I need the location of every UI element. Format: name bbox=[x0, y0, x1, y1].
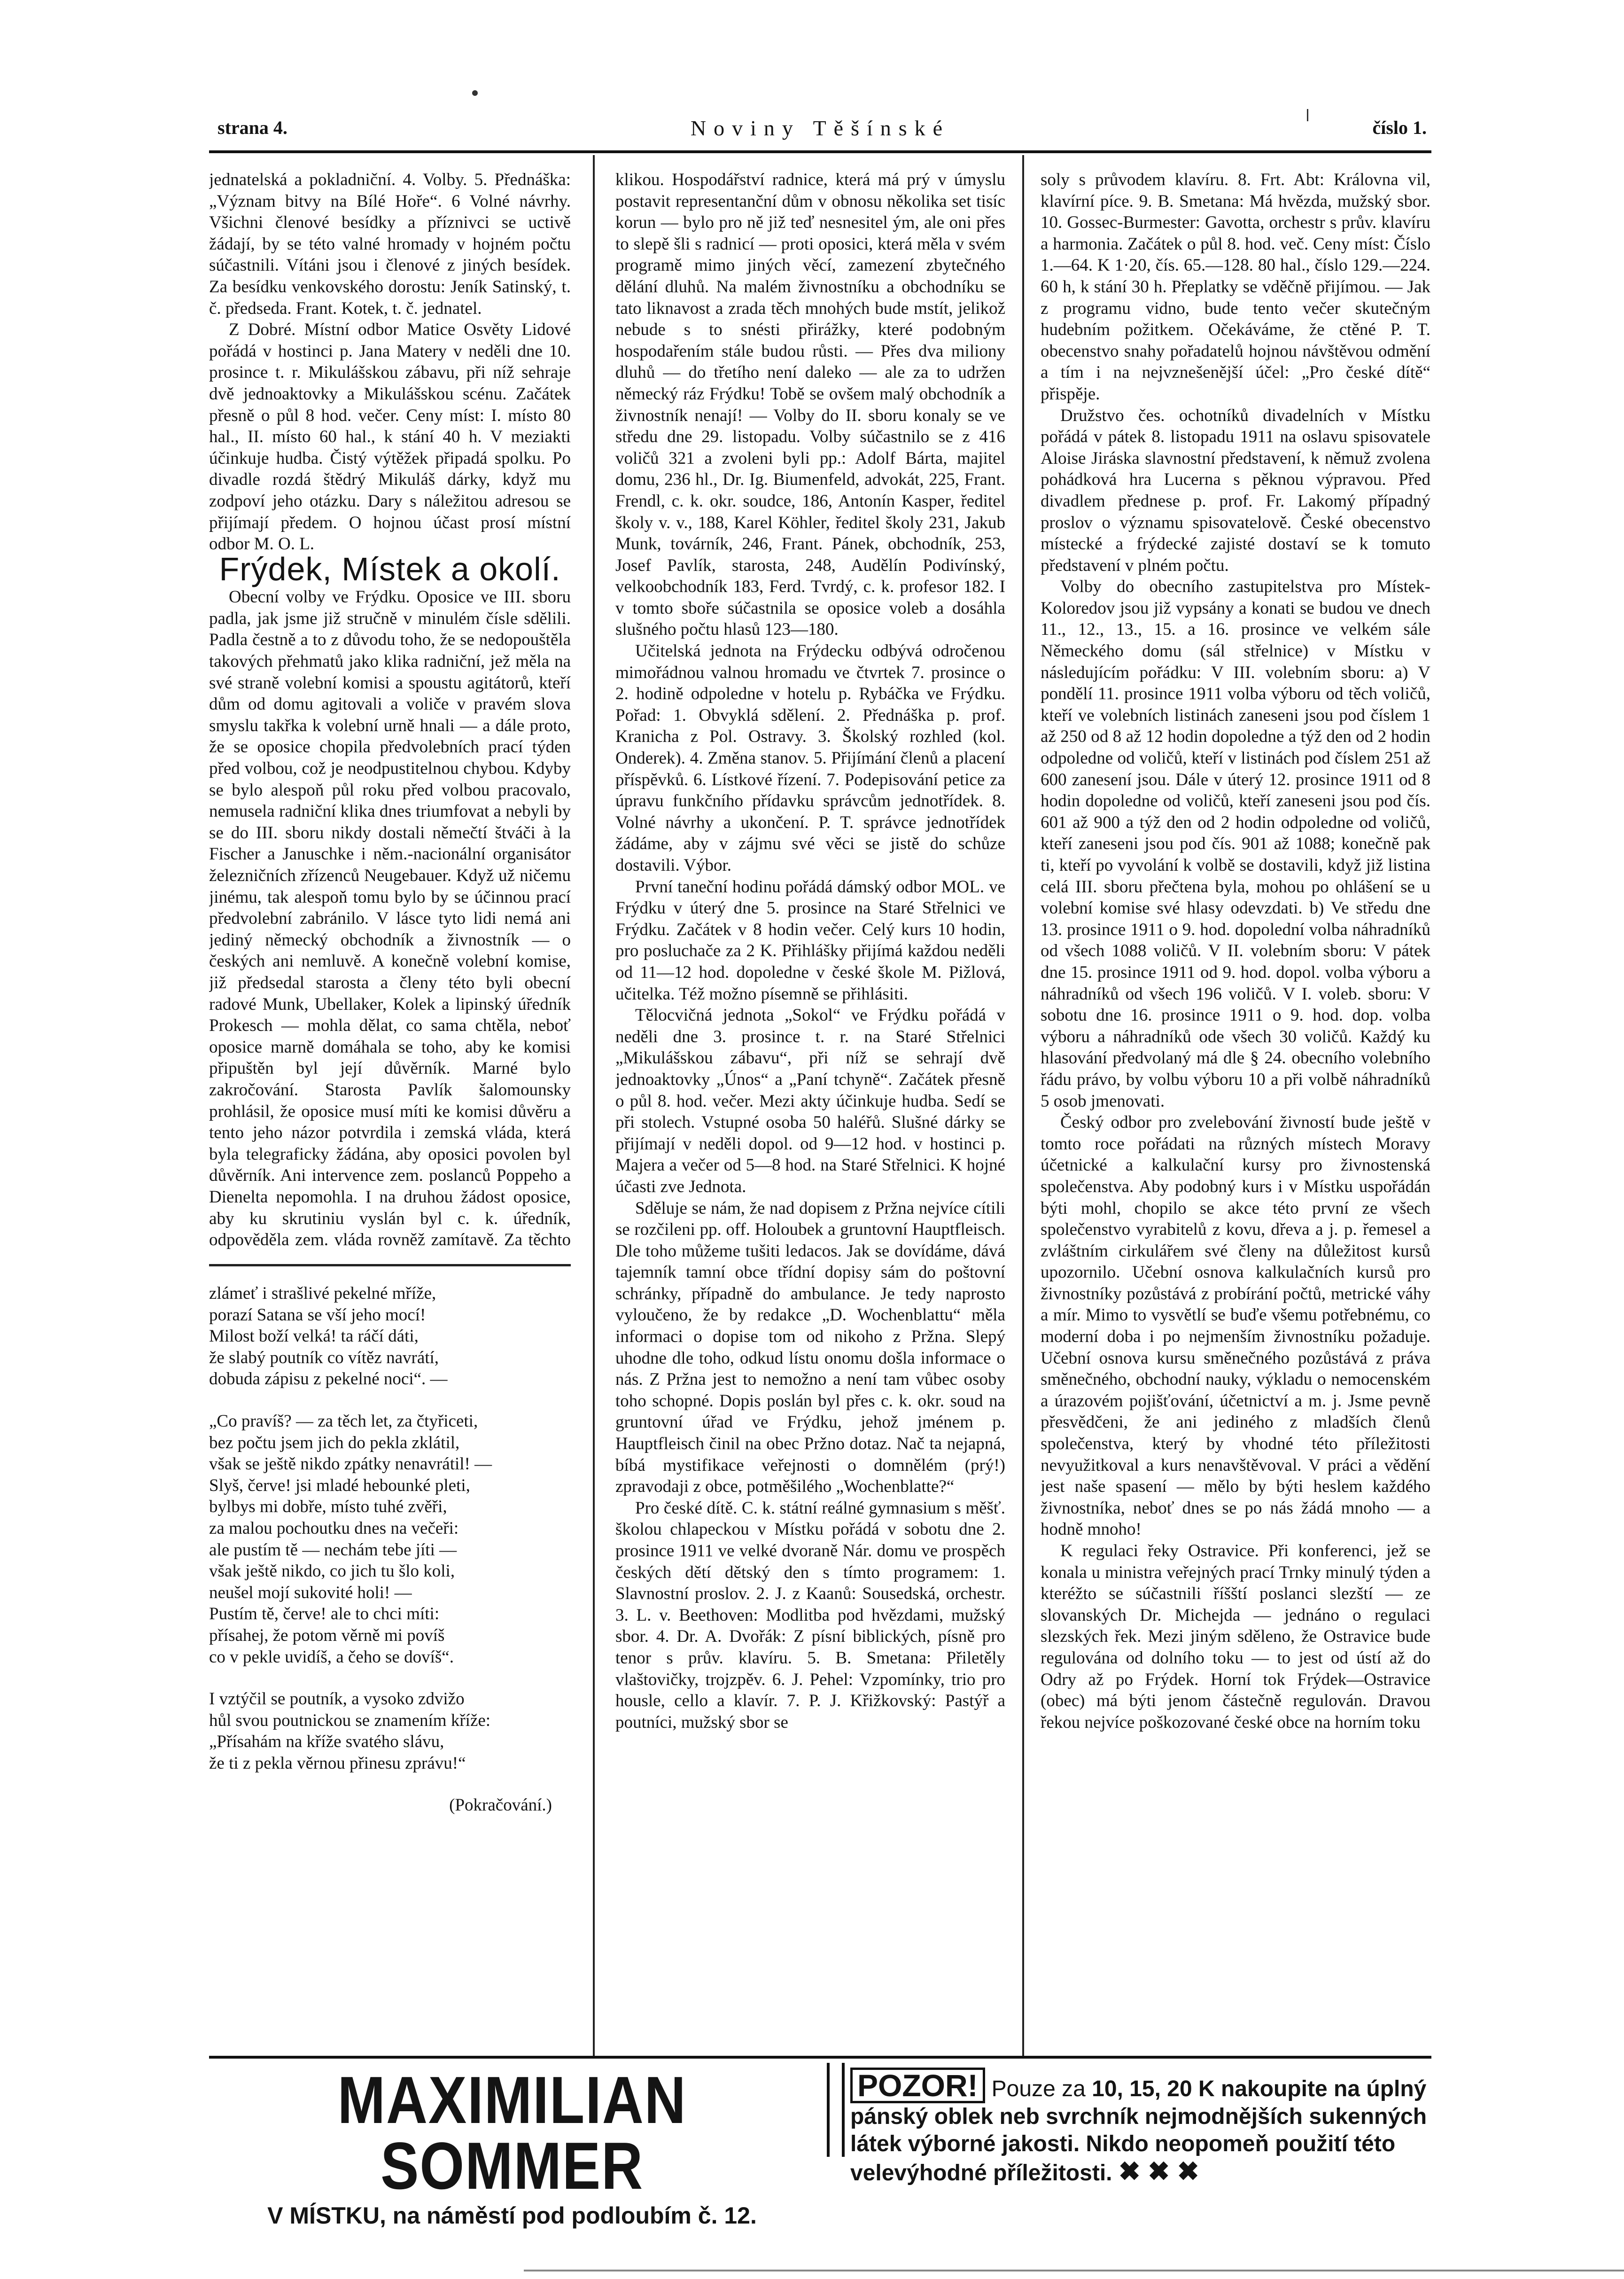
poem-line: ale pustím tě — nechám tebe jíti — bbox=[209, 1540, 457, 1560]
poem-line: co v pekle uvidíš, a čeho se dovíš“. bbox=[209, 1647, 454, 1667]
masthead-title: Noviny Těšínské bbox=[690, 116, 950, 140]
poem-line: že slabý poutník co vítěz navrátí, bbox=[209, 1348, 439, 1367]
feuilleton-rule bbox=[209, 1264, 571, 1266]
article-sokol: Tělocvičná jednota „Sokol“ ve Frýdku pořádá v neděli dne 3. prosince t. r. na Staré Střelnici „Mikulášskou zábavu“, při níž se sehrají dvě jednoaktovky „Únos“ a „Paní tchyně“. Začátek přesně o půl 8. hod. večer. Mezi akty účinkuje hudba. Sedí se při stolech. Vstupné osoba 50 haléřů. Slušné dárky se přijímají v neděli dopol. od 9—12 hod. v hostinci p. Majera a večer od 5—8 hod. na Staré Střelnici. K hojné účasti zve Jednota. bbox=[615, 1006, 1005, 1196]
advert-brand-name: MAXIMILIAN SOMMER bbox=[337, 2063, 687, 2203]
page-number: strana 4. bbox=[218, 117, 288, 138]
poem-line: že ti z pekla věrnou přinesu zprávu!“ bbox=[209, 1753, 466, 1773]
header-rule bbox=[209, 150, 1431, 153]
column-1 bbox=[209, 169, 571, 1250]
poem-line: bylbys mi dobře, místo tuhé zvěři, bbox=[209, 1497, 447, 1517]
article-regulace-ostravice: K regulaci řeky Ostravice. Při konferenci, jež se konala u ministra veřejných prací Trnky minulý týden a kteréžto se súčastnili říšští poslanci slezští — ze slovanských Dr. Michejda — jednáno o regulaci slezských řek. Mezi jiným sděleno, že Ostravice bude regulována od dolního toku — to jest od ústí až do Odry až po Frýdek. Horní tok Frýdek—Ostravice (obec) má býti jenom částečně regulován. Dravou řekou nejvíce poškozované české obce na horním toku bbox=[1041, 1541, 1430, 1732]
poem-line: zlámeť i strašlivé pekelné mříže, bbox=[209, 1284, 436, 1303]
poem-line: Slyš, červe! jsi mladé hebounké pleti, bbox=[209, 1475, 470, 1495]
poem-line: za malou pochoutku dnes na večeři: bbox=[209, 1518, 459, 1538]
advert-offer bbox=[850, 2068, 1461, 2186]
poem-line: však se ještě nikdo zpátky nenavrátil! — bbox=[209, 1454, 492, 1474]
section-title: Frýdek, Místek a okolí. bbox=[219, 550, 561, 587]
poem-line: přísahej, že potom věrně mi povíš bbox=[209, 1625, 445, 1645]
advert-rule bbox=[209, 2056, 1431, 2059]
article-volby-mistek: Volby do obecního zastupitelstva pro Místek-Koloredov jsou již vypsány a konati se budou ve dnech 11., 12., 13., 15. a 16. prosince ve velkém sále Německého domu (sál střelnice) v Místku v následujícím pořádku: V III. volebním sboru: a) V pondělí 11. prosince 1911 volba výboru od těch voličů, kteří ve volebních listinách zaneseni jsou pod číslem 1 až 250 od 8 až 12 hodin dopoledne a týž den od 2 hodin odpoledne od voličů, kteří v listinách pod číslem 251 až 600 zanesení jsou. Dále v úterý 12. prosince 1911 od 8 hodin dopoledne od voličů, kteří zaneseni jsou pod čís. 601 až 900 a týž den od 2 hodin odpoledne od voličů, kteří zaneseni jsou pod čís. 901 až 1088; konečně pak ti, kteří po vyvolání k volbě se dostavili, když již listina celá III. sboru přečtena byla, mohou po ohlášení se u volební komise své hlasy odevzdati. b) Ve středu dne 13. prosince 1911 o 9. hod. dopolední volba náhradníků od všech 1088 voličů. V II. volebním sboru: V pátek dne 15. prosince 1911 od 9. hod. dopol. volba výboru a náhradníků od všech 196 voličů. V I. voleb. sboru: V sobotu dne 16. prosince 1911 o 9. hod. dop. volba výboru a náhradníků ode všech 30 voličů. Každý ku hlasování předvolaný má dle § 24. obecního volebního řádu právo, by volbu výboru 10 a při volbě náhradníků 5 osob jmenovati. bbox=[1041, 577, 1430, 1111]
column-2 bbox=[615, 169, 1005, 2058]
print-dot bbox=[472, 90, 478, 96]
article-obecni-volby: Obecní volby ve Frýdku. Oposice ve III. sboru padla, jak jsme již stručně v minulém čísle sdělili. Padla čestně a to z důvodu toho, že se nedopouštěla takových přehmatů jako klika radniční, jež měla na své straně volební komisi a spoustu agitátorů, kteří dům od domu agitovali a voliče v pravém slova smyslu takřka k volební urně hnali — a dále proto, že se oposice chopila předvolebních prací týden před volbou, což je neodpustitelnou chybou. Kdyby se bylo alespoň půl roku před volbou pracovalo, nemusela radniční klika dnes triumfovat a nebyli by se do III. sboru nikdy dostali němečtí štváči à la Fischer a Januschke i něm.-nacionální organisátor železničních zřízenců Neugebauer. Když už ničemu jinému, tak alespoň tomu bylo by se účinnou prací předvolební zabránilo. V lásce tyto lidi nemá ani jediný německý obchodník a živnostník — o českých ani nemluvě. A konečně volební komise, již předsedal starosta a členy této byli obecní radové Munk, Ubellaker, Kolek a lipinský úředník Prokesch — mohla dělat, co sama chtěla, neboť oposice marně domáhala se toho, aby ke komisi připuštěn byl její důvěrník. Marné bylo zakročování. Starosta Pavlík šalomounsky prohlásil, že oposice musí míti ke komisi důvěru a tento jeho názor potvrdila i zemská vláda, která byla telegraficky žádána, aby oposici povolen byl důvěrník. Ani intervence zem. poslanců Poppeho a Dienelta nepomohla. I na druhou žádost oposice, aby ku skrutiniu vyslán byl c. k. úředník, odpověděla zem. vláda rovněž zamítavě. Za těchto bbox=[209, 587, 571, 1250]
article-tanecni-hodina: První taneční hodinu pořádá dámský odbor MOL. ve Frýdku v úterý dne 5. prosince na Staré Střelnici ve Frýdku. Začátek v 8 hodin večer. Celý kurs 10 hodin, pro posluchače za 2 K. Přihlášky přijímá každou neděli od 11—12 hod. dopoledne v české škole M. Pižlová, učitelka. Též možno písemně se přihlásiti. bbox=[615, 877, 1005, 1004]
poem-line: „Přísahám na kříže svatého slávu, bbox=[209, 1732, 444, 1752]
advert-lead: Pouze za bbox=[991, 2076, 1086, 2101]
column-3 bbox=[1041, 169, 1430, 2058]
article-pro-ceske-dite: Pro české dítě. C. k. státní reálné gymnasium s měšť. školou chlapeckou v Místku pořádá v sobotu dne 2. prosince 1911 ve velké dvoraně Nár. domu ve prospěch českých dětí dětský den s tímto programem: 1. Slavnostní proslov. 2. J. z Kaanů: Sousedská, orchestr. 3. L. v. Beethoven: Modlitba pod hvězdami, mužský sbor. 4. Dr. A. Dvořák: Z písní biblických, písně pro tenor s prův. klavíru. 5. B. Smetana: Přiletěly vlaštovičky, trojzpěv. 6. J. Pehel: Vzpomínky, trio pro housle, cello a klavír. 7. P. J. Křižkovský: Pastýř a poutníci, mužský sbor se bbox=[615, 1498, 1005, 1732]
advert-pozor-label: POZOR! bbox=[850, 2068, 985, 2103]
poem-line: bez počtu jsem jich do pekla zklátil, bbox=[209, 1433, 460, 1452]
column-divider-1 bbox=[593, 155, 595, 2058]
advert-maximilian-sommer bbox=[209, 2063, 815, 2229]
advert-decor-marks: ✖ ✖ ✖ bbox=[1118, 2156, 1199, 2186]
column-divider-2 bbox=[1022, 155, 1024, 2058]
poem-line: dobuda zápisu z pekelné noci“. — bbox=[209, 1369, 448, 1389]
issue-number: číslo 1. bbox=[1372, 117, 1427, 138]
article-ucitelska-jednota: Učitelská jednota na Frýdecku odbývá odročenou mimořádnou valnou hromadu ve čtvrtek 7. prosince o 2. hodině odpoledne v hotelu p. Rybáčka ve Frýdku. Pořad: 1. Obvyklá sdělení. 2. Přednáška p. prof. Kranicha z Pol. Ostravy. 3. Školský rozhled (kol. Onderek). 4. Změna stanov. 5. Přijímání členů a placení příspěvků. 6. Lístkové řízení. 7. Podepisování petice za úpravu funkčního přídavku správcům jednotřídek. 8. Volné návrhy a ukončení. P. T. správce jednotřídek žádáme, aby v zájmu své věci se jistě do schůze dostavili. Výbor. bbox=[615, 641, 1005, 875]
poem-line: „Co pravíš? — za těch let, za čtyřiceti, bbox=[209, 1411, 478, 1431]
continuation-note: (Pokračování.) bbox=[449, 1795, 552, 1815]
advert-separator bbox=[827, 2063, 845, 2157]
advert-address: V MÍSTKU, na náměstí pod podloubím č. 12. bbox=[267, 2202, 757, 2229]
article-z-dobre: Z Dobré. Místní odbor Matice Osvěty Lidové pořádá v hostinci p. Jana Matery v neděli dne 10. prosince t. r. Mikulášskou zábavu, při níž sehraje dvě jednoaktovky a Mikulášskou scénu. Začátek přesně o půl 8 hod. večer. Ceny míst: I. místo 80 hal., II. místo 60 hal., k stání 40 h. V meziakti účinkuje hudba. Čistý výtěžek připadá spolku. Po divadle rozdá štědrý Mikuláš dárky, když mu zodpoví jeho otázku. Dary s náležitou adresou se přijímají předem. O hojnou účast prosí místní odbor M. O. L. bbox=[209, 320, 571, 554]
advert-offer-text: 10, 15, 20 K nakoupite na úplný pánský oblek neb svrchník nejmodnějších sukenných látek výborné jakosti. Nikdo neopomeň použití této velevýhodné příležitosti. bbox=[850, 2076, 1427, 2185]
article-volby-continued: klikou. Hospodářství radnice, která má prý v úmyslu postavit representanční dům v obnosu několika set tisíc korun — bylo pro ně již teď nesnesitel ým, ale oni přes to slepě šli s radnicí — proti oposici, která měla v svém programě mimo jiných věcí, zamezení zbytečného dělání dluhů. Na malém živnostníku a obchodníku se tato liknavost a zrada těch mnohých bude mstít, jelikož nebude s to snésti přirážky, které podobným hospodařením stále budou růsti. — Přes dva miliony dluhů — do třetího není daleko — ale za to udržen německý ráz Frýdku! Tobě se ovšem malý obchodník a živnostník nenají! — Volby do II. sboru konaly se ve středu dne 29. listopadu. Volby súčastnilo se z 416 voličů 321 a zvoleni byli pp.: Adolf Bárta, majitel domu, 236 hl., Dr. Ig. Biumenfeld, advokát, 225, Frant. Frendl, c. k. okr. soudce, 186, Antonín Kasper, ředitel školy v. v., 188, Karel Köhler, ředitel školy 231, Jakub Munk, továrník, 246, Frant. Pánek, obchodník, 253, Josef Pavlík, starosta, 248, Audělín Podivínský, velkoobchodník 183, Ferd. Tvrdý, c. k. profesor 182. I v tomto sboře súčastnila se oposice voleb a dosáhla slušného počtu hlasů 123—180. bbox=[615, 170, 1005, 640]
article-cesky-odbor: Český odbor pro zvelebování živností bude ještě v tomto roce pořádati na různých místech Moravy účetnické a kalkulační kursy pro živnostenská společenstva. Aby podobný kurs i v Místku uspořádán býti mohl, chopilo se akce této první ze všech společenstvo vyrabitelů z kovu, dřeva a j. p. řemesel a zvláštním cirkulářem své členy na důležitost kursů upozornilo. Učební osnova kalkulačních kursů pro živnostníky pozůstává z probírání počtů, metrické váhy a mír. Mimo to vysvětlí se buďe všemu potřebnému, co moderní doba i po nejmenším živnostníku požaduje. Učební osnova kursu směnečného pozůstává z práva směnečného, obchodní nauky, výkladu o nemocenském a úrazovém pojišťování, účetnictví a m. j. Jsme pevně přesvědčeni, že ani jediného z mladších členů společenstva, který by vhodné této příležitosti nevyužitkoval a kurs nenavštěvoval. V práci a vědění jest naše spasení — mělo by býti heslem každého živnostníka, neboť dnes se po nás žádá mnoho — a hodně mnoho! bbox=[1041, 1113, 1430, 1539]
poem-line: porazí Satana se vší jeho mocí! bbox=[209, 1305, 426, 1325]
poem-line: hůl svou poutnickou se znamením kříže: bbox=[209, 1710, 491, 1730]
article-program-continued: soly s průvodem klavíru. 8. Frt. Abt: Královna vil, klavírní píce. 9. B. Smetana: Má hvězda, mužský sbor. 10. Gossec-Burmester: Gavotta, orchestr s prův. klavíru a harmonia. Začátek o půl 8. hod. več. Ceny míst: Číslo 1.—64. K 1·20, čís. 65.—128. 80 hal., číslo 129.—224. 60 h, k stání 30 h. Přeplatky se vděčně přijímou. — Jak z programu vidno, bude tento večer skutečným hudebním požitkem. Očekáváme, že ctěné P. T. obecenstvo snahy pořadatelů hojnou návštěvou odmění a tím i na nejvznešenější účel: „Pro české dítě“ přispěje. bbox=[1041, 170, 1430, 404]
article-druzstvo-ochotniku: Družstvo čes. ochotníků divadelních v Místku pořádá v pátek 8. listopadu 1911 na oslavu spisovatele Aloise Jiráska slavnostní představení, k němuž zvolena pohádková hra Lucerna s pěknou výpravou. Před divadlem přednese p. prof. Fr. Lakomý případný proslov o významu spisovatelově. České obecenstvo místecké a frýdecké zajisté dostaví se k tomuto představení v plném počtu. bbox=[1041, 406, 1430, 575]
feuilleton-poem bbox=[209, 1283, 571, 2058]
article-besidka-end: jednatelská a pokladniční. 4. Volby. 5. Přednáška: „Význam bitvy na Bílé Hoře“. 6 Volné návrhy. Všichni členové besídky a příznivci se uctivě žádají, by se této valné hromady v hojném počtu súčastnili. Vítáni jsou i členové z jiných besídek. Za besídku venkovského dorostu: Jeník Satinský, t. č. předseda. Frant. Kotek, t. č. jednatel. bbox=[209, 170, 571, 318]
poem-line: I vztýčil se poutník, a vysoko zdvižo bbox=[209, 1689, 465, 1709]
poem-line: však ještě nikdo, co jich tu šlo koli, bbox=[209, 1561, 455, 1581]
page-header bbox=[209, 113, 1431, 146]
article-przno: Sděluje se nám, že nad dopisem z Pržna nejvíce cítili se rozčileni pp. off. Holoubek a gruntovní Hauptfleisch. Dle toho můžeme tušiti ledacos. Jak se dovídáme, dává tajemník tamní obce třídní dopisy sám do poštovní schránky, případně do ambulance. Je tedy naprosto vyloučeno, že by redakce „D. Wochenblattu“ měla informaci o dopise tom od nikoho z Pržna. Slepý uhodne dle toho, odkud lístu onomu došla informace o nás. Z Pržna jest to nemožno a není tam vůbec osoby toho schopné. Dopis poslán byl přes c. k. okr. soud na gruntovní úřad ve Frýdku, jehož jménem p. Hauptfleisch činil na obec Pržno dotaz. Nač ta nejapná, bíbá mystifikace veřejnosti o domnělém (prý!) zpravodaji z obce, potměšilého „Wochenblatte?“ bbox=[615, 1198, 1005, 1497]
poem-line: Milost boží velká! ta ráčí dáti, bbox=[209, 1327, 419, 1346]
poem-line: Pustím tě, červe! ale to chci míti: bbox=[209, 1604, 440, 1624]
poem-line: neušel mojí sukovité holi! — bbox=[209, 1583, 412, 1602]
